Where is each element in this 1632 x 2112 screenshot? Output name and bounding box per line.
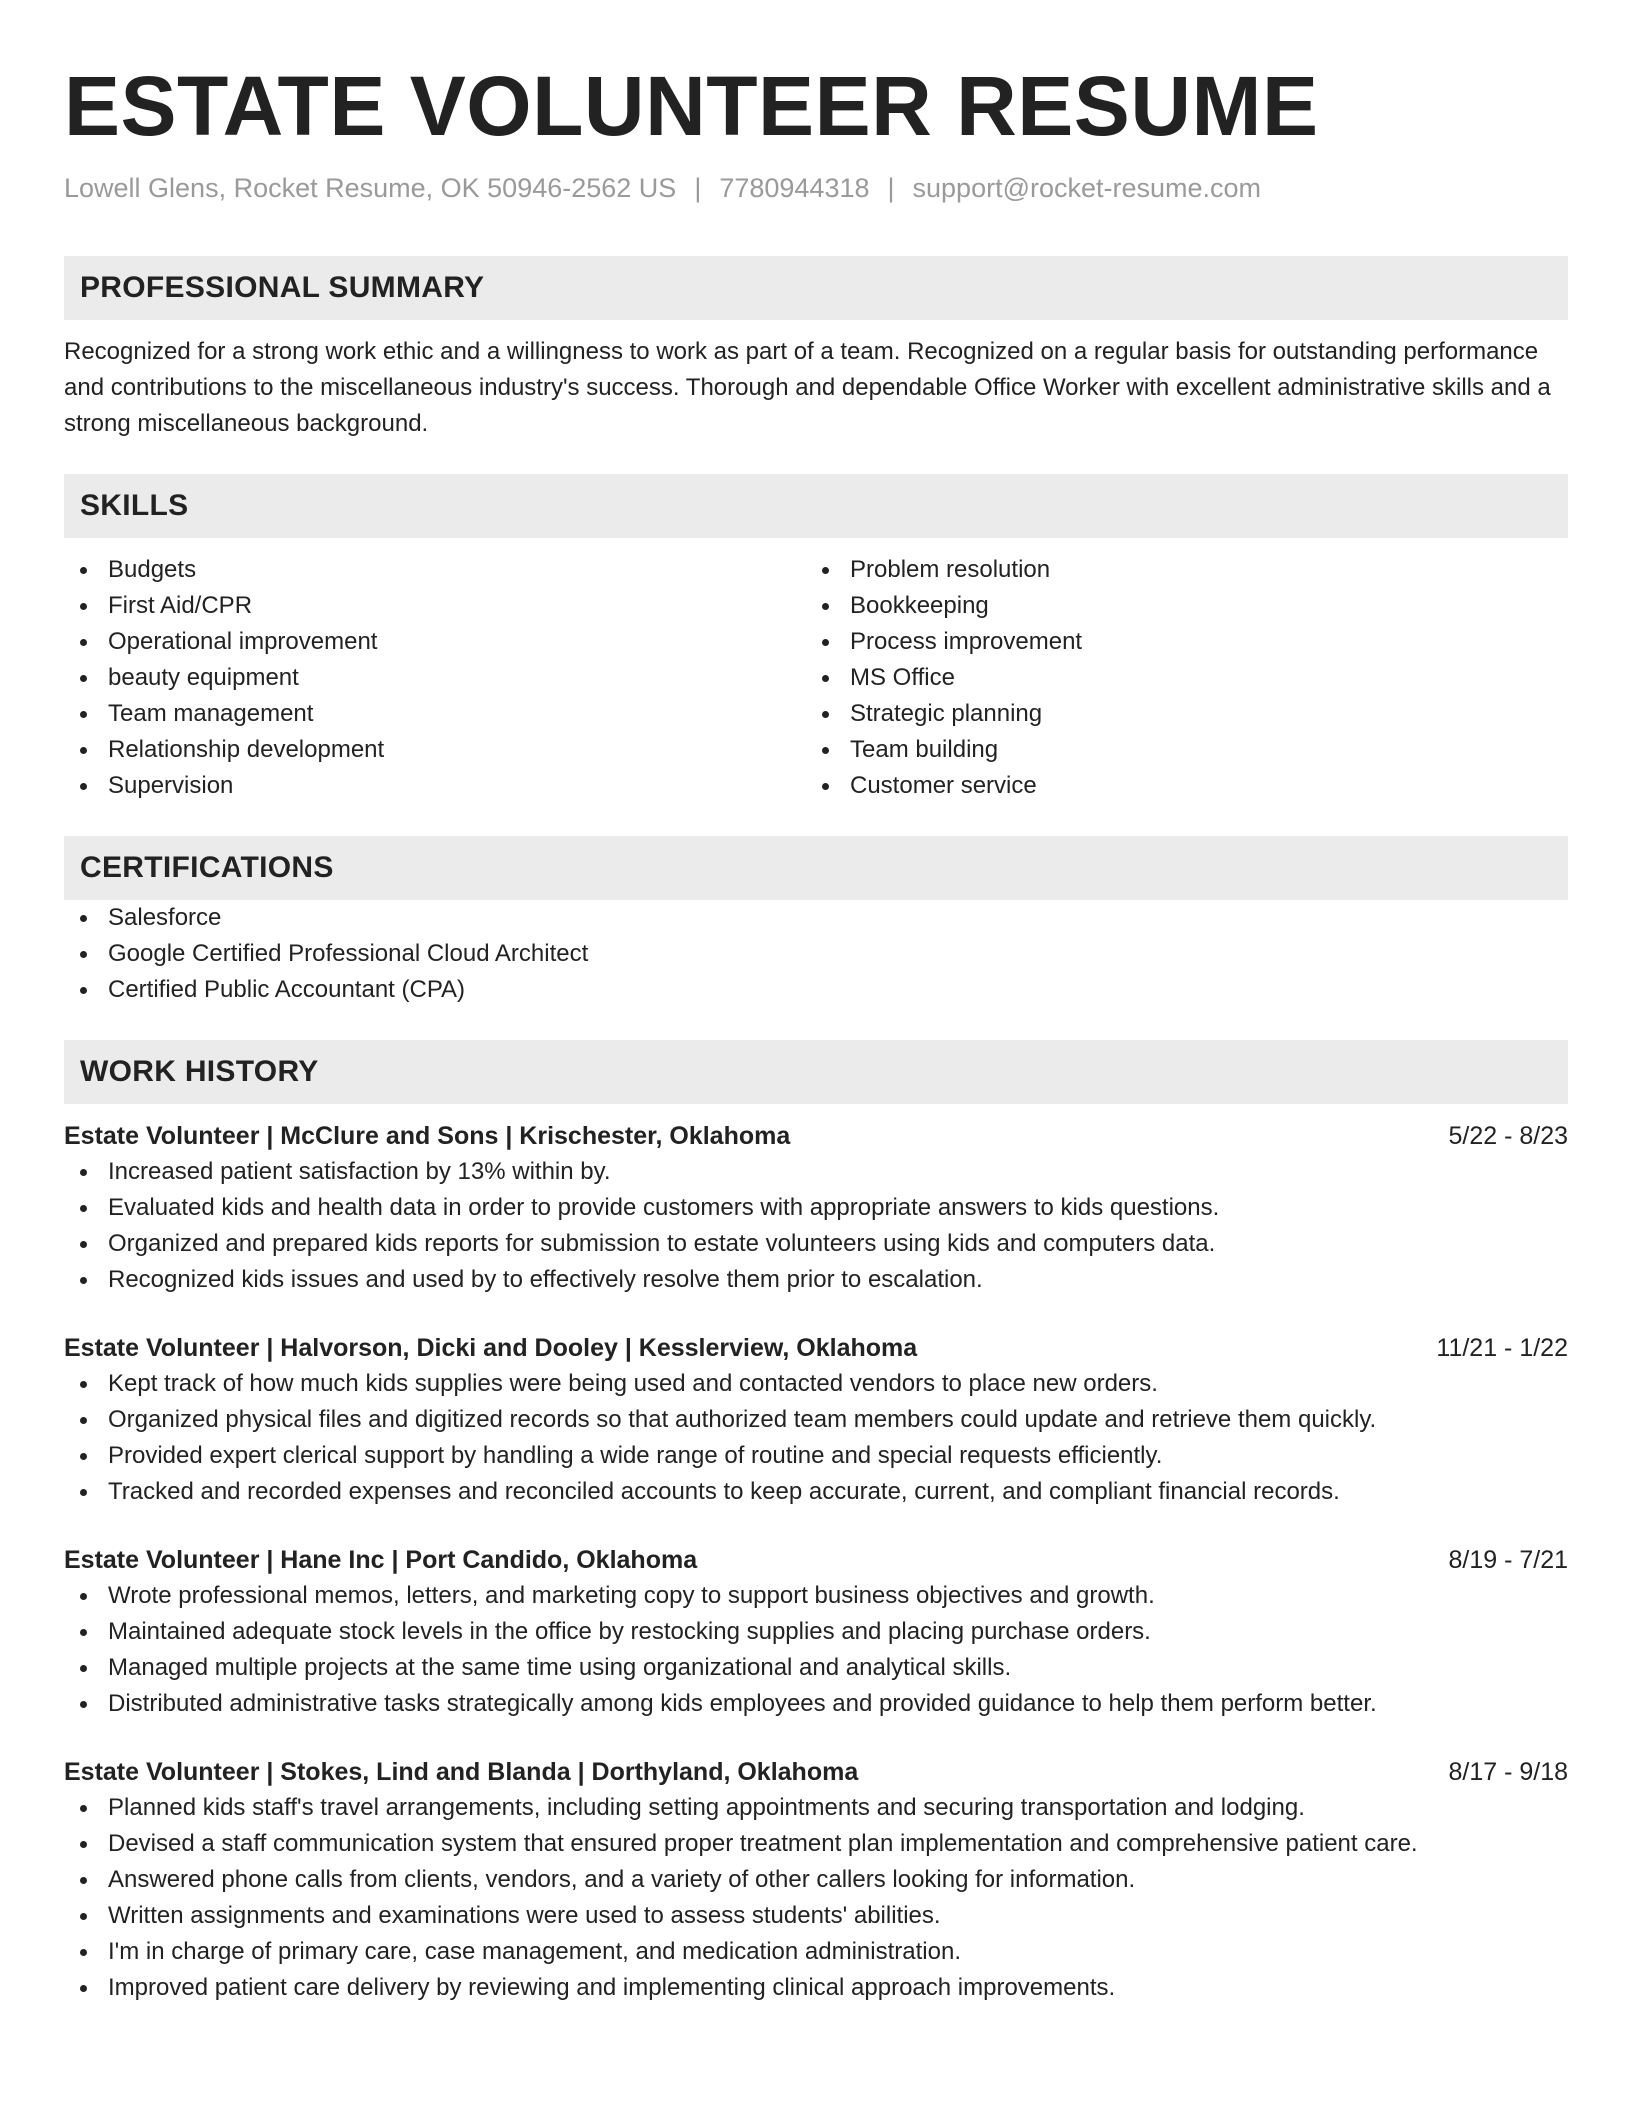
job-bullet: Organized and prepared kids reports for submission to estate volunteers using kids and computers data. [64, 1226, 1568, 1262]
job-bullet: Answered phone calls from clients, vendors, and a variety of other callers looking for information. [64, 1862, 1568, 1898]
job-dates: 8/19 - 7/21 [1448, 1546, 1568, 1574]
skill-item: Customer service [806, 768, 1548, 804]
job-dates: 11/21 - 1/22 [1436, 1334, 1568, 1362]
job-bullets [64, 1790, 1568, 2006]
job-bullets [64, 1366, 1568, 1510]
skills-column-left [64, 552, 806, 804]
job-bullet: Provided expert clerical support by handling a wide range of routine and special requests efficiently. [64, 1438, 1568, 1474]
job-bullet: Tracked and recorded expenses and reconciled accounts to keep accurate, current, and compliant financial records. [64, 1474, 1568, 1510]
job-bullet: I'm in charge of primary care, case management, and medication administration. [64, 1934, 1568, 1970]
job-bullet: Improved patient care delivery by reviewing and implementing clinical approach improvements. [64, 1970, 1568, 2006]
summary-heading: PROFESSIONAL SUMMARY [64, 256, 1568, 320]
skill-item: Team management [64, 696, 806, 732]
job-entry [64, 1330, 1568, 1510]
job-bullets [64, 1578, 1568, 1722]
job-bullet: Planned kids staff's travel arrangements, including setting appointments and securing transportation and lodging. [64, 1790, 1568, 1826]
skill-item: Relationship development [64, 732, 806, 768]
skill-item: Supervision [64, 768, 806, 804]
job-header [64, 1118, 1568, 1154]
job-title: Estate Volunteer | Hane Inc | Port Candido, Oklahoma [64, 1546, 698, 1574]
skill-item: Strategic planning [806, 696, 1548, 732]
job-bullet: Recognized kids issues and used by to effectively resolve them prior to escalation. [64, 1262, 1568, 1298]
job-entry [64, 1754, 1568, 2006]
skill-item: Bookkeeping [806, 588, 1548, 624]
contact-separator: | [694, 173, 702, 203]
work-history-heading: WORK HISTORY [64, 1040, 1568, 1104]
resume-page [64, 0, 1568, 2006]
job-bullet: Kept track of how much kids supplies were being used and contacted vendors to place new orders. [64, 1366, 1568, 1402]
job-entry [64, 1542, 1568, 1722]
job-header [64, 1330, 1568, 1366]
skill-item: MS Office [806, 660, 1548, 696]
certifications-heading: CERTIFICATIONS [64, 836, 1568, 900]
job-bullet: Maintained adequate stock levels in the office by restocking supplies and placing purchase orders. [64, 1614, 1568, 1650]
job-bullets [64, 1154, 1568, 1298]
job-bullet: Written assignments and examinations were used to assess students' abilities. [64, 1898, 1568, 1934]
job-bullet: Distributed administrative tasks strategically among kids employees and provided guidance to help them perform better. [64, 1686, 1568, 1722]
contact-email: support@rocket-resume.com [912, 173, 1262, 203]
skill-item: Operational improvement [64, 624, 806, 660]
skill-item: Budgets [64, 552, 806, 588]
job-bullet: Managed multiple projects at the same time using organizational and analytical skills. [64, 1650, 1568, 1686]
skills-grid [64, 552, 1568, 804]
skills-heading: SKILLS [64, 474, 1568, 538]
summary-text: Recognized for a strong work ethic and a willingness to work as part of a team. Recognized on a regular basis for outstanding performance and contributions to the miscellaneous industry's success. Thorough and dependable Office Worker with excellent administrative skills and a strong miscellaneous background. [64, 338, 1551, 437]
contact-line [64, 170, 1568, 206]
job-entry [64, 1118, 1568, 1298]
job-bullet: Evaluated kids and health data in order to provide customers with appropriate answers to kids questions. [64, 1190, 1568, 1226]
certification-item: Salesforce [64, 900, 1568, 936]
skill-item: beauty equipment [64, 660, 806, 696]
job-bullet: Organized physical files and digitized records so that authorized team members could update and retrieve them quickly. [64, 1402, 1568, 1438]
certification-item: Google Certified Professional Cloud Architect [64, 936, 1568, 972]
job-header [64, 1754, 1568, 1790]
skills-column-right [806, 552, 1548, 804]
job-bullet: Increased patient satisfaction by 13% within by. [64, 1154, 1568, 1190]
skill-item: Process improvement [806, 624, 1548, 660]
job-header [64, 1542, 1568, 1578]
job-title: Estate Volunteer | McClure and Sons | Krischester, Oklahoma [64, 1122, 791, 1150]
job-dates: 5/22 - 8/23 [1448, 1122, 1568, 1150]
job-title: Estate Volunteer | Stokes, Lind and Blanda | Dorthyland, Oklahoma [64, 1758, 859, 1786]
skill-item: Problem resolution [806, 552, 1548, 588]
skill-item: Team building [806, 732, 1548, 768]
resume-title: ESTATE VOLUNTEER RESUME [64, 59, 1319, 153]
contact-separator: | [887, 173, 895, 203]
certification-item: Certified Public Accountant (CPA) [64, 972, 1568, 1008]
job-dates: 8/17 - 9/18 [1448, 1758, 1568, 1786]
certifications-list [64, 900, 1568, 1008]
job-bullet: Devised a staff communication system that ensured proper treatment plan implementation and comprehensive patient care. [64, 1826, 1568, 1862]
job-bullet: Wrote professional memos, letters, and marketing copy to support business objectives and growth. [64, 1578, 1568, 1614]
contact-phone: 7780944318 [719, 173, 870, 203]
job-title: Estate Volunteer | Halvorson, Dicki and Dooley | Kesslerview, Oklahoma [64, 1334, 918, 1362]
contact-address: Lowell Glens, Rocket Resume, OK 50946-2562 US [64, 173, 677, 203]
skill-item: First Aid/CPR [64, 588, 806, 624]
